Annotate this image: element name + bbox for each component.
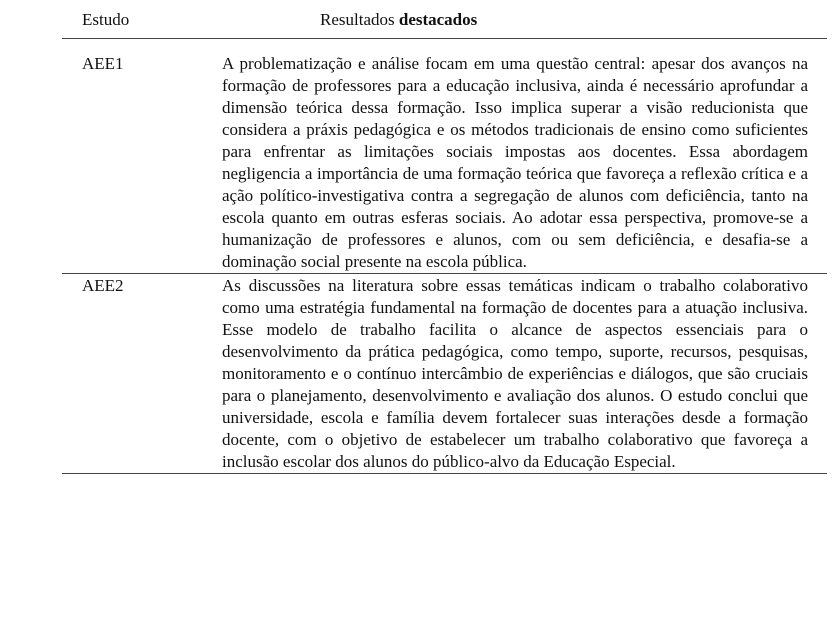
- header-gap: [62, 39, 827, 53]
- study-cell: AEE2: [82, 276, 124, 295]
- table-row: [62, 273, 827, 473]
- result-text: A problematização e análise focam em uma questão central: apesar dos avanços na formação de professores para a educação inclusiva, ainda é necessário aprofundar a dimensão teórica dessa formação. Isso implica superar a visão reducionista que considera a práxis pedagógica e os métodos tradicionais de ensino como suficientes para enfrentar as limitações sociais impostas aos docentes. Essa abordagem negligencia a importância de uma formação teórica que favoreça a reflexão crítica e a ação político-investigativa contra a segregação de alunos com deficiência, tanto na escola quanto em outras esferas sociais. Ao adotar essa perspectiva, promove-se a humanização de professores e alunos, com ou sem deficiência, e desafia-se a dominação social presente na escola pública.: [222, 54, 808, 271]
- table-row: [62, 53, 827, 273]
- header-study: Estudo: [82, 10, 130, 29]
- study-cell: AEE1: [82, 54, 124, 73]
- table-bottom-rule: [62, 473, 827, 474]
- result-text: As discussões na literatura sobre essas temáticas indicam o trabalho colaborativo como uma estratégia fundamental na formação de docentes para a atuação inclusiva. Esse modelo de trabalho facilita o alcance de aspectos essenciais para o desenvolvimento da prática pedagógica, como tempo, suporte, recursos, pesquisas, monitoramento e o contínuo intercâmbio de experiências e diálogos, que são cruciais para o planejamento, desenvolvimento e avaliação dos alunos. O estudo conclui que universidade, escola e família devem fortalecer suas interações desde a formação docente, com o objetivo de estabelecer um trabalho colaborativo que favoreça a inclusão escolar dos alunos do público-alvo da Educação Especial.: [222, 276, 808, 471]
- header-results-prefix: Resultados: [320, 10, 399, 29]
- table-header: [62, 4, 827, 39]
- header-results: [320, 10, 477, 30]
- header-results-bold: destacados: [398, 10, 478, 29]
- results-table: [62, 4, 827, 474]
